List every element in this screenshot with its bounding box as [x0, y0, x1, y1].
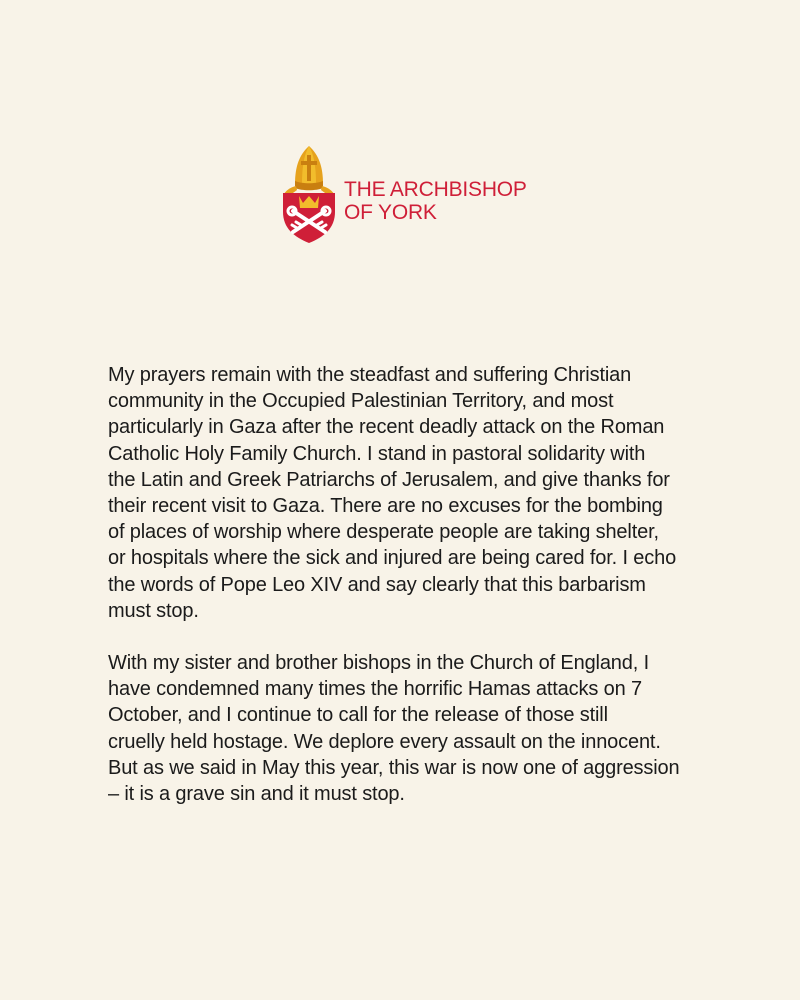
paragraph-line: the words of Pope Leo XIV and say clearly that this barbarism: [108, 573, 646, 596]
logo-line-1: THE ARCHBISHOP: [344, 178, 527, 201]
statement-text: [108, 362, 708, 807]
statement-paragraph-1: [108, 362, 708, 624]
paragraph-line: must stop.: [108, 599, 199, 622]
paragraph-line: or hospitals where the sick and injured are being cared for. I echo: [108, 547, 677, 570]
paragraph-line: the Latin and Greek Patriarchs of Jerusalem, and give thanks for: [108, 468, 670, 491]
paragraph-line: Catholic Holy Family Church. I stand in pastoral solidarity with: [108, 442, 646, 465]
paragraph-line: – it is a grave sin and it must stop.: [108, 783, 405, 806]
archbishop-logo: [278, 140, 548, 244]
paragraph-line: October, and I continue to call for the release of those still: [108, 704, 608, 727]
paragraph-line: But as we said in May this year, this war is now one of aggression: [108, 756, 680, 779]
logo-wordmark: [344, 178, 548, 224]
paragraph-line: their recent visit to Gaza. There are no excuses for the bombing: [108, 495, 663, 518]
paragraph-line: community in the Occupied Palestinian Territory, and most: [108, 390, 614, 413]
statement-paragraph-2: [108, 650, 708, 807]
paragraph-line: With my sister and brother bishops in the Church of England, I: [108, 652, 649, 675]
paragraph-line: have condemned many times the horrific Hamas attacks on 7: [108, 678, 642, 701]
logo-line-2: OF YORK: [344, 201, 437, 224]
paragraph-line: cruelly held hostage. We deplore every assault on the innocent.: [108, 730, 661, 753]
archbishop-of-york-crest-icon: [278, 140, 340, 244]
paragraph-line: particularly in Gaza after the recent deadly attack on the Roman: [108, 416, 665, 439]
paragraph-line: My prayers remain with the steadfast and suffering Christian: [108, 364, 632, 386]
paragraph-line: of places of worship where desperate people are taking shelter,: [108, 521, 659, 544]
